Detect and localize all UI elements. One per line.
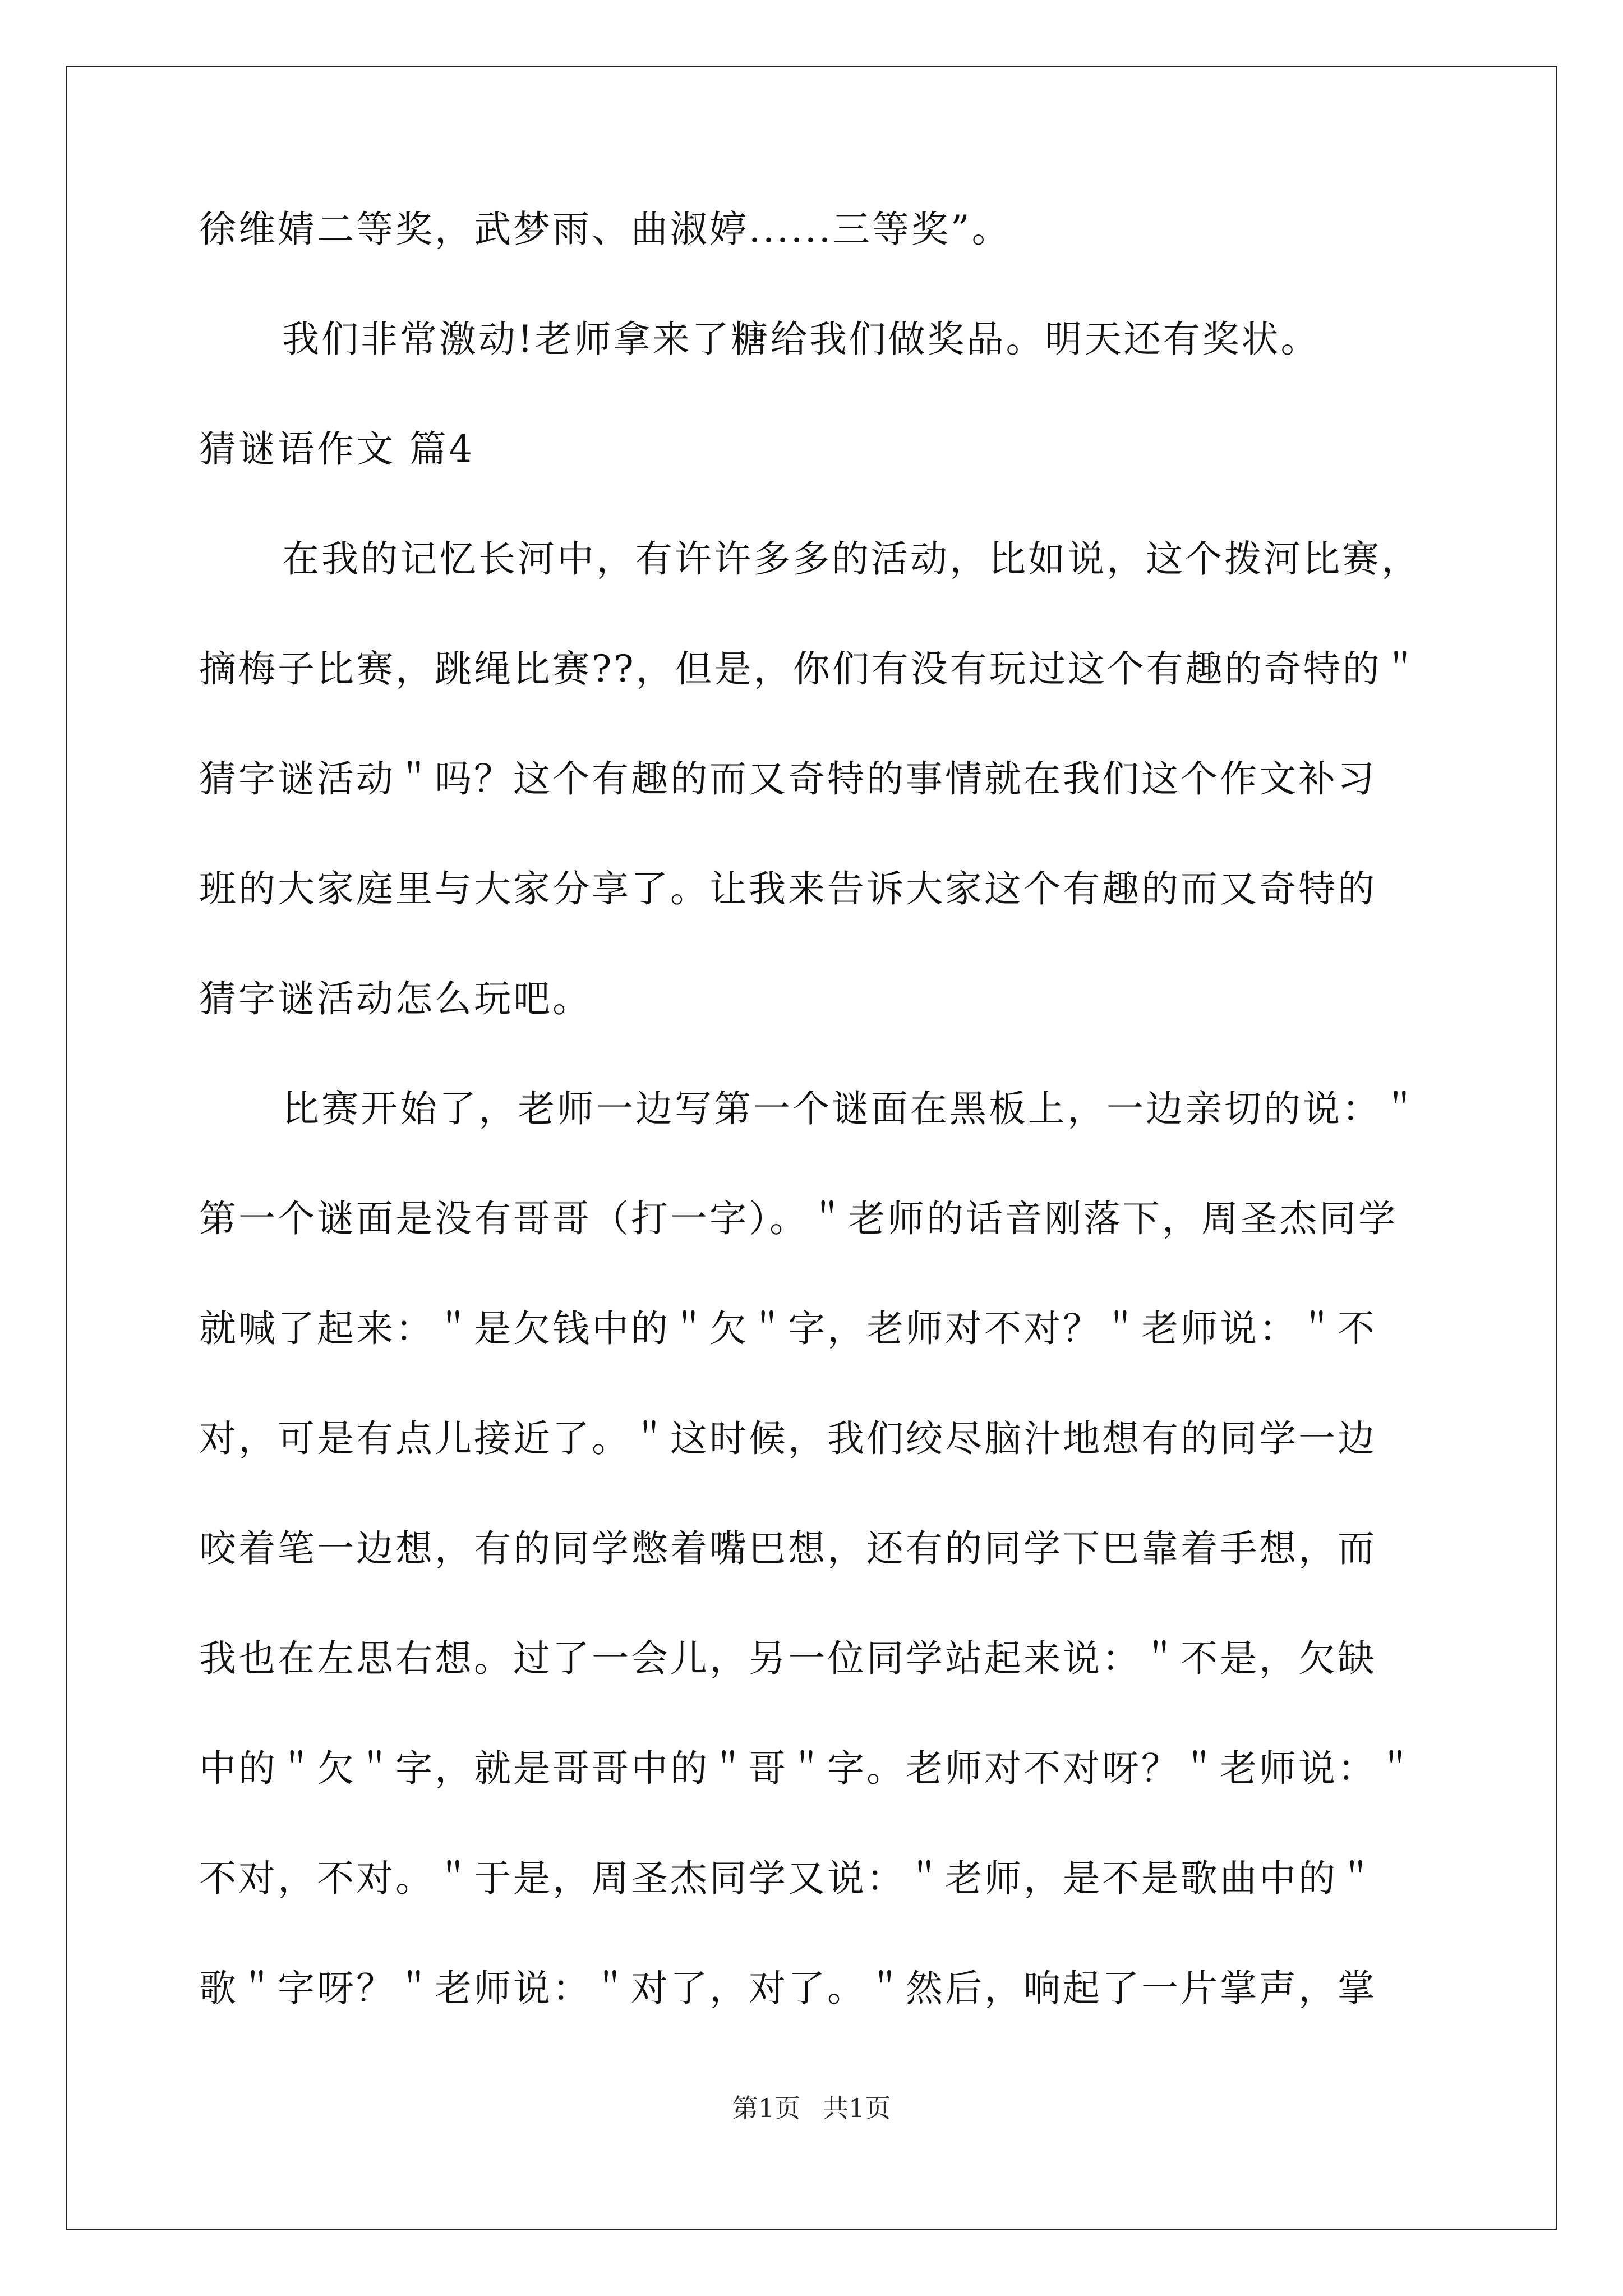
text-line: 对，可是有点儿接近了。＂这时候，我们绞尽脑汁地想有的同学一边 <box>199 1417 1377 1460</box>
text-line: 咬着笔一边想，有的同学憋着嘴巴想，还有的同学下巴靠着手想，而 <box>199 1527 1377 1570</box>
text-line: 中的＂欠＂字，就是哥哥中的＂哥＂字。老师对不对呀？＂老师说：＂ <box>199 1747 1416 1790</box>
page-total: 共1页 <box>823 2093 891 2123</box>
text-line: 我也在左思右想。过了一会儿，另一位同学站起来说：＂不是，欠缺 <box>199 1637 1377 1680</box>
page-footer <box>0 2095 1623 2121</box>
document-body <box>199 208 1433 2080</box>
text-line: 我们非常激动!老师拿来了糖给我们做奖品。明天还有奖状。 <box>282 318 1320 361</box>
text-line: 徐维婧二等奖，武梦雨、曲淑婷......三等奖”。 <box>199 208 1011 251</box>
text-line: 在我的记忆长河中，有许许多多的活动，比如说，这个拨河比赛， <box>282 537 1421 581</box>
text-line: 就喊了起来：＂是欠钱中的＂欠＂字，老师对不对？＂老师说：＂不 <box>199 1307 1377 1350</box>
text-line: 不对，不对。＂于是，周圣杰同学又说：＂老师，是不是歌曲中的＂ <box>199 1857 1377 1900</box>
text-line: 比赛开始了，老师一边写第一个谜面在黑板上，一边亲切的说：＂ <box>282 1087 1421 1130</box>
text-line: 摘梅子比赛，跳绳比赛??，但是，你们有没有玩过这个有趣的奇特的＂ <box>199 647 1421 691</box>
text-line: 第一个谜面是没有哥哥（打一字）。＂老师的话音刚落下，周圣杰同学 <box>199 1197 1398 1240</box>
text-line: 猜字谜活动＂吗？这个有趣的而又奇特的事情就在我们这个作文补习 <box>199 757 1377 800</box>
page-number: 第1页 <box>732 2093 800 2123</box>
text-line: 班的大家庭里与大家分享了。让我来告诉大家这个有趣的而又奇特的 <box>199 867 1377 910</box>
text-line: 猜字谜活动怎么玩吧。 <box>199 977 592 1020</box>
text-line: 歌＂字呀？＂老师说：＂对了，对了。＂然后，响起了一片掌声，掌 <box>199 1967 1377 2010</box>
section-heading: 猜谜语作文 篇4 <box>199 427 474 471</box>
